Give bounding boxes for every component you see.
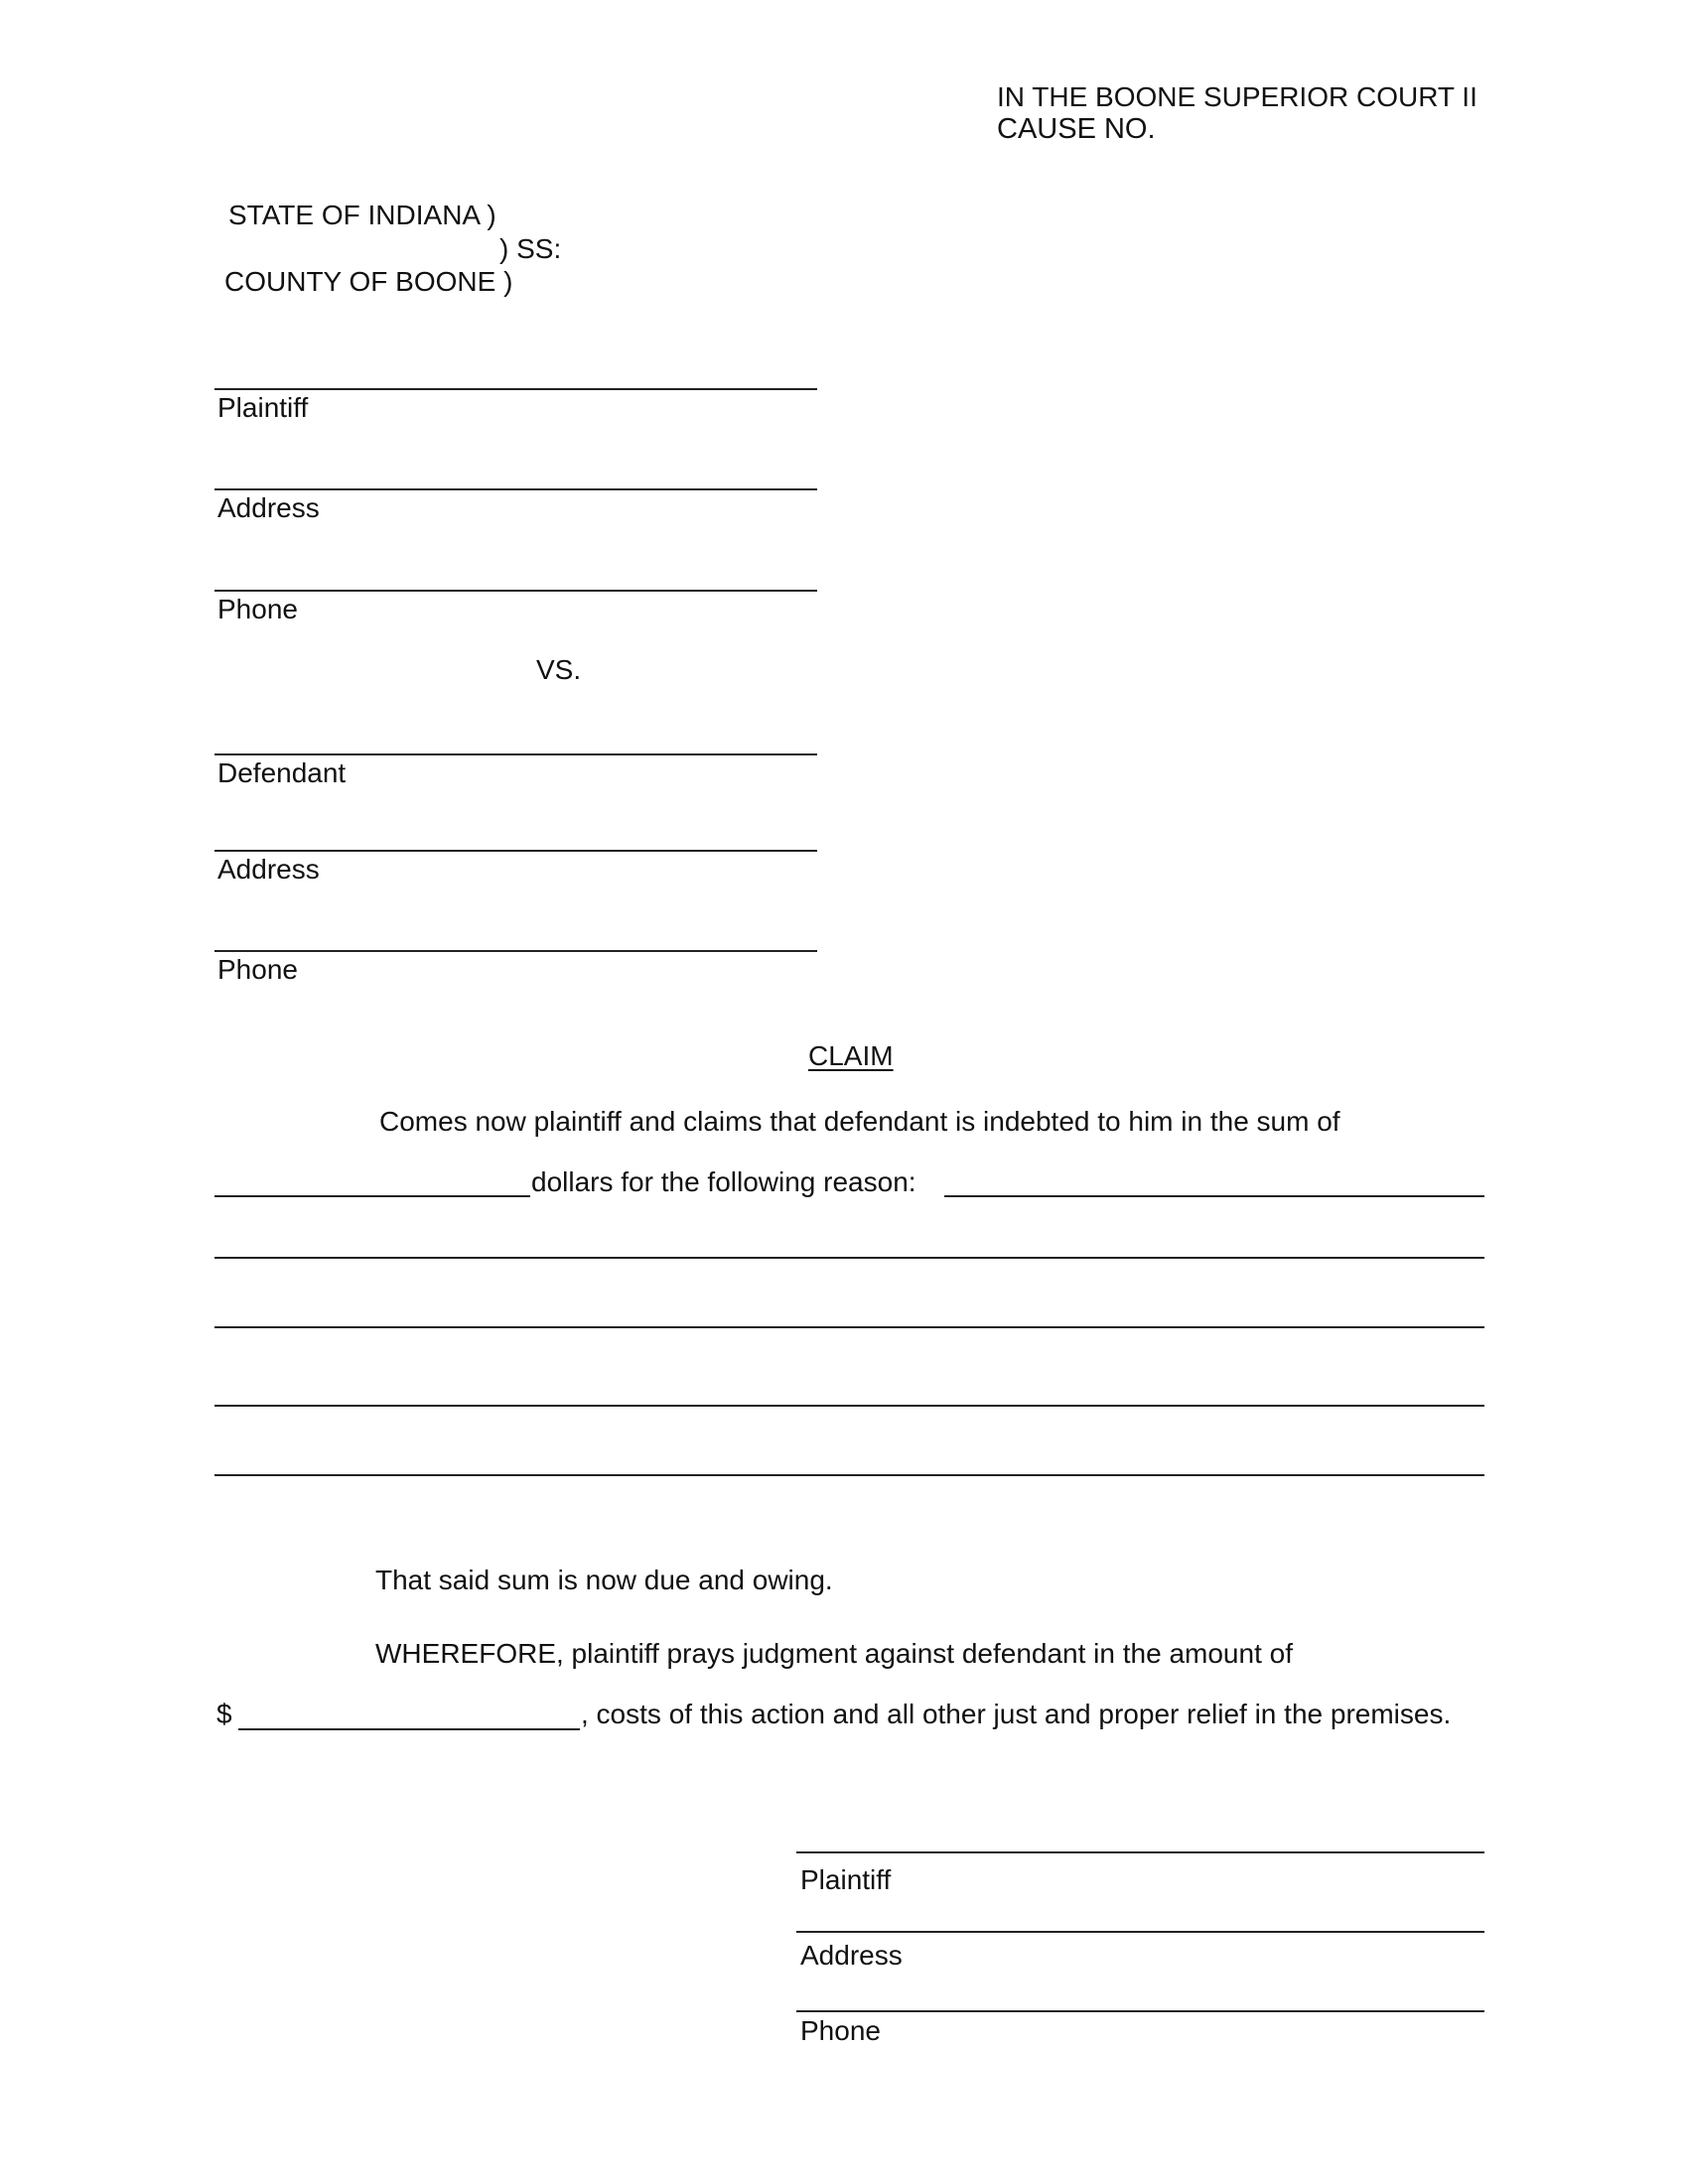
signature-phone-line[interactable]	[796, 2010, 1484, 2012]
sum-dollars-line[interactable]	[214, 1195, 530, 1197]
plaintiff-label: Plaintiff	[217, 392, 309, 423]
cause-number-label: CAUSE NO.	[997, 113, 1156, 145]
judgment-amount-line[interactable]	[238, 1728, 580, 1730]
signature-plaintiff-label: Plaintiff	[800, 1864, 892, 1895]
defendant-phone-label: Phone	[217, 954, 298, 985]
reason-line-4[interactable]	[214, 1405, 1484, 1407]
defendant-name-line[interactable]	[214, 753, 817, 755]
reason-line-5[interactable]	[214, 1474, 1484, 1476]
versus-label: VS.	[536, 654, 582, 685]
plaintiff-phone-label: Phone	[217, 594, 298, 624]
venue-ss: ) SS:	[499, 233, 562, 264]
dollars-reason-text: dollars for the following reason:	[531, 1166, 916, 1197]
venue-state: STATE OF INDIANA )	[228, 200, 496, 230]
signature-address-label: Address	[800, 1940, 903, 1971]
wherefore-text: WHEREFORE, plaintiff prays judgment against defendant in the amount of	[375, 1638, 1293, 1669]
plaintiff-address-line[interactable]	[214, 488, 817, 490]
defendant-label: Defendant	[217, 757, 347, 788]
defendant-address-label: Address	[217, 854, 320, 885]
defendant-address-line[interactable]	[214, 850, 817, 852]
venue-county: COUNTY OF BOONE )	[224, 266, 513, 297]
plaintiff-phone-line[interactable]	[214, 590, 817, 592]
reason-line-2[interactable]	[214, 1257, 1484, 1259]
costs-text: , costs of this action and all other just and proper relief in the premises.	[581, 1699, 1452, 1729]
dollar-sign: $	[216, 1699, 232, 1729]
signature-phone-label: Phone	[800, 2015, 881, 2046]
plaintiff-name-line[interactable]	[214, 388, 817, 390]
reason-line-1[interactable]	[944, 1195, 1484, 1197]
claim-title: CLAIM	[808, 1040, 894, 1071]
signature-address-line[interactable]	[796, 1931, 1484, 1933]
defendant-phone-line[interactable]	[214, 950, 817, 952]
court-title: IN THE BOONE SUPERIOR COURT II	[997, 81, 1477, 112]
claim-intro: Comes now plaintiff and claims that defendant is indebted to him in the sum of	[379, 1106, 1340, 1137]
signature-plaintiff-line[interactable]	[796, 1851, 1484, 1853]
due-owing-text: That said sum is now due and owing.	[375, 1565, 833, 1595]
reason-line-3[interactable]	[214, 1326, 1484, 1328]
plaintiff-address-label: Address	[217, 492, 320, 523]
